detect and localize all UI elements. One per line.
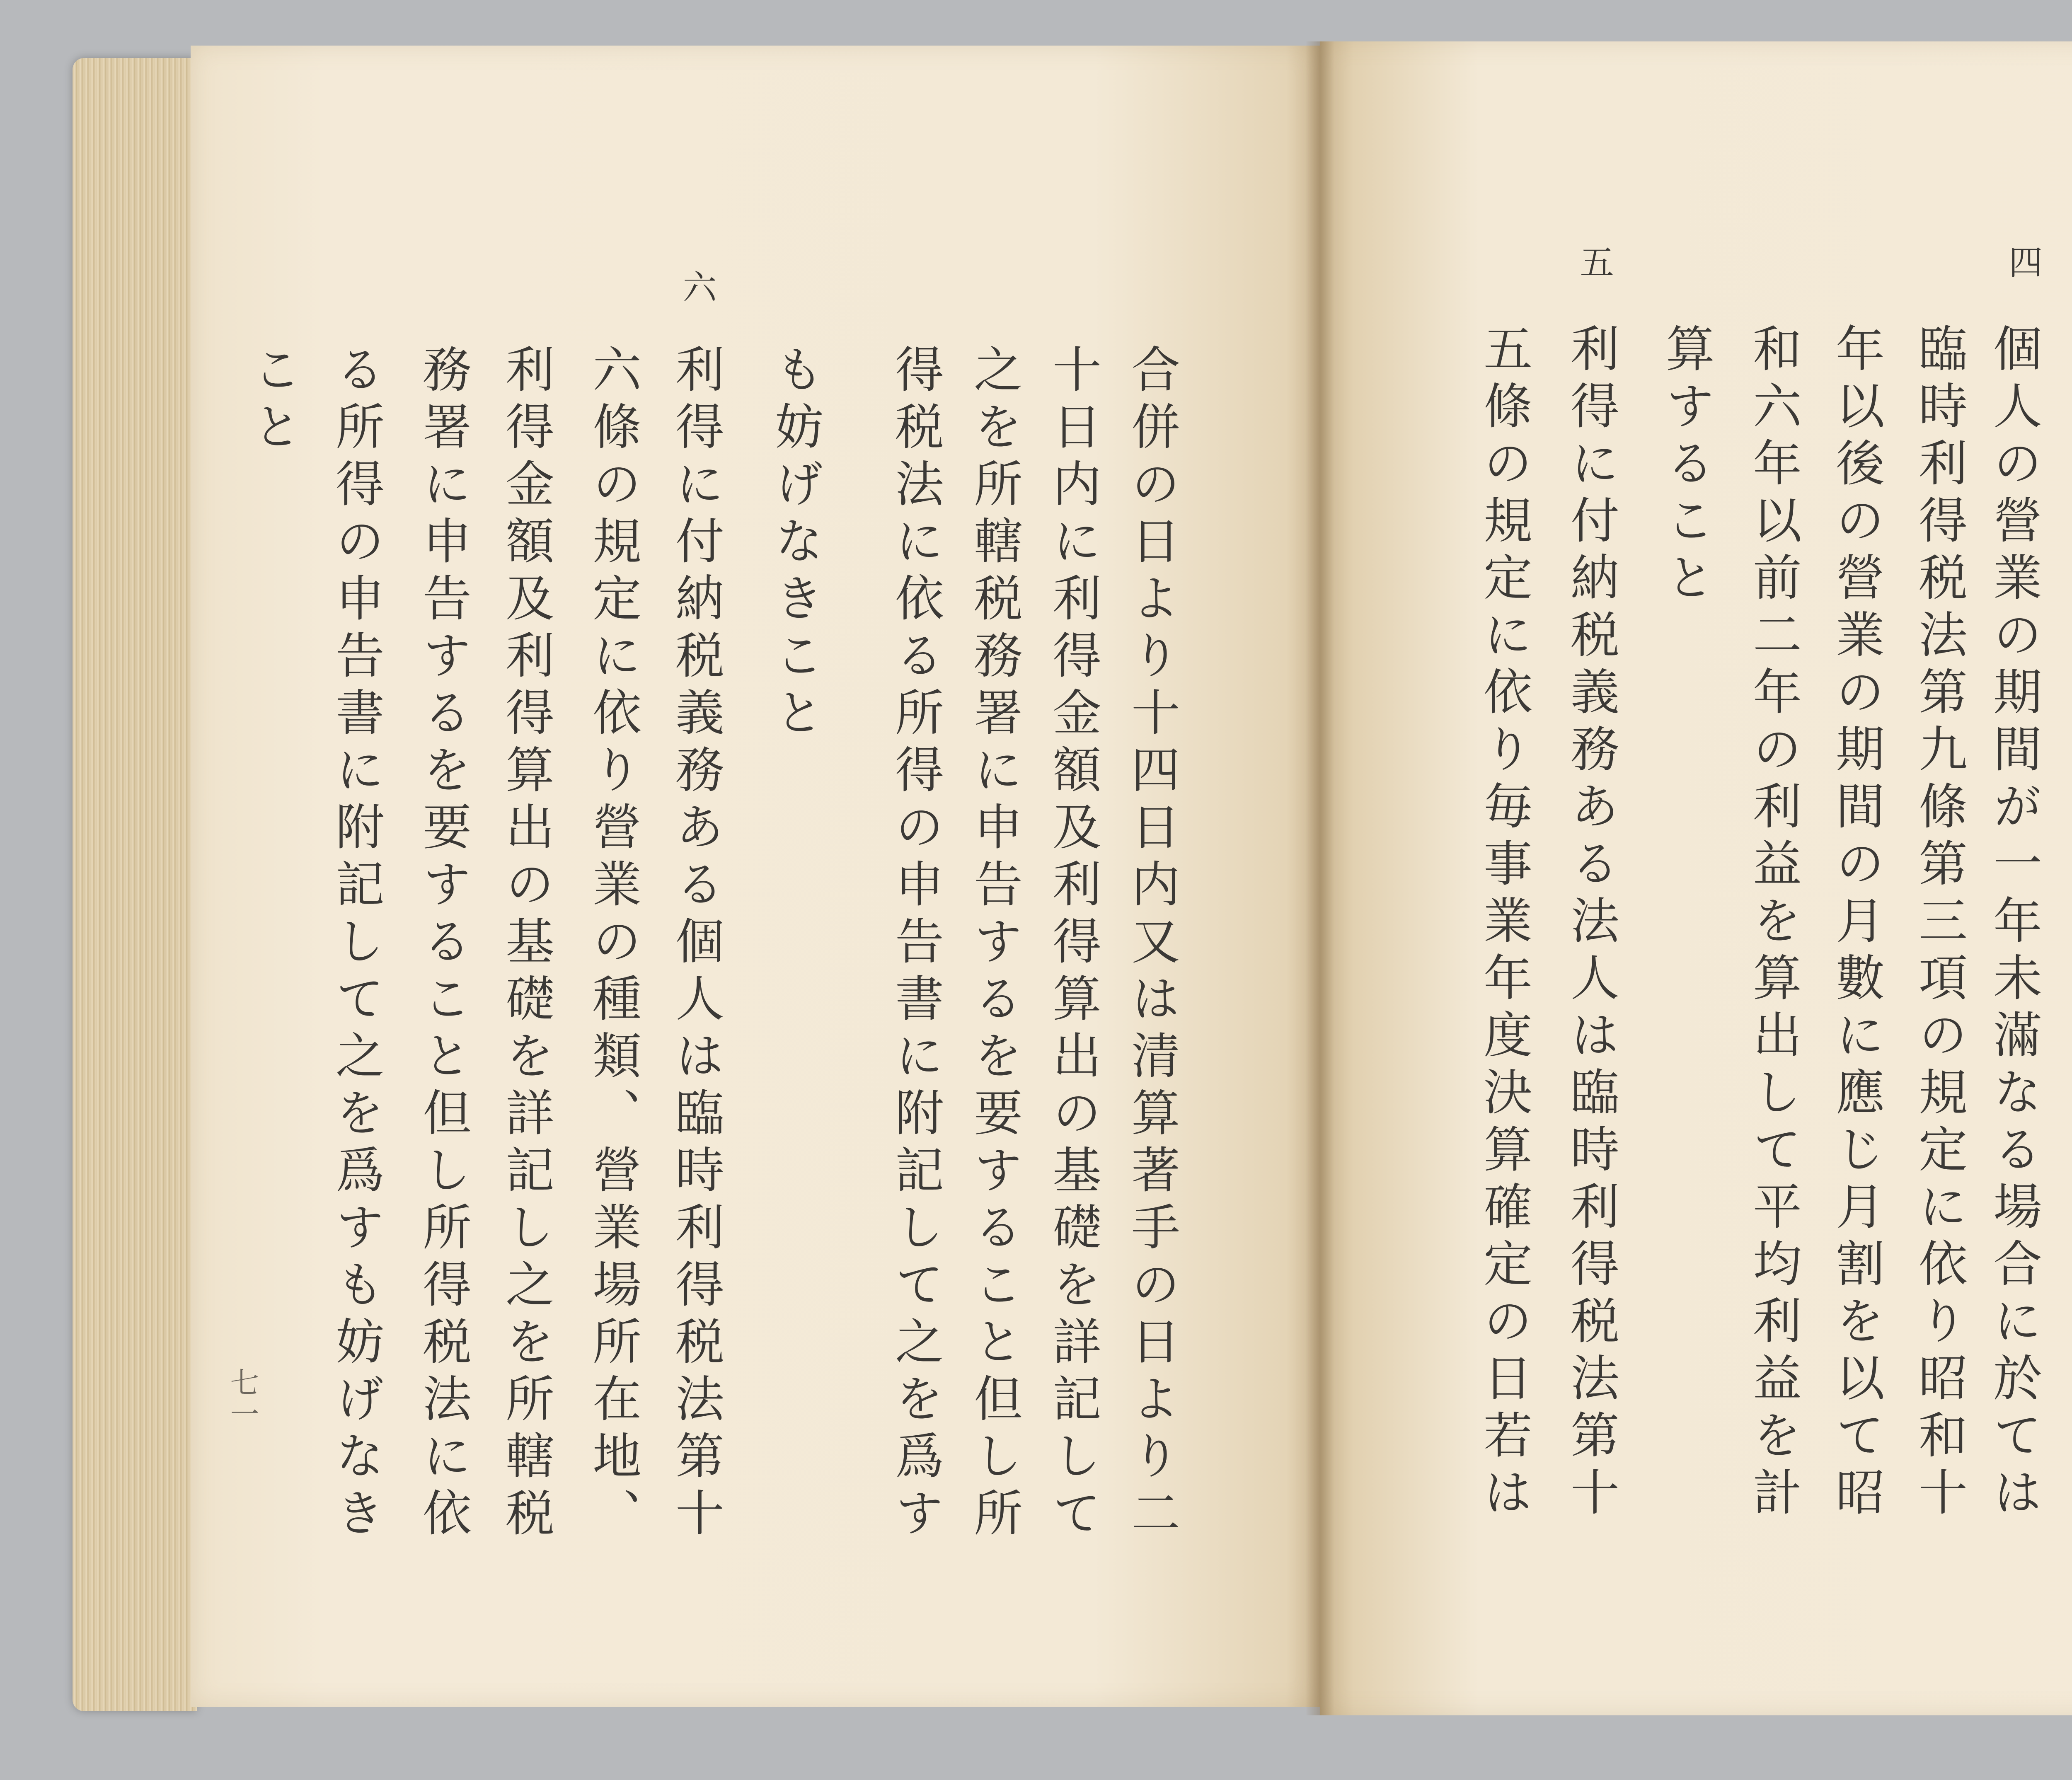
left-column-5: も妨げなきこと	[767, 344, 824, 744]
right-column-9: 算すること	[1658, 323, 1715, 609]
book-edge-left	[73, 58, 197, 1711]
right-column-8: 和六年以前二年の利益を算出して平均利益を計	[1745, 323, 1802, 1524]
left-column-11: こと	[244, 344, 302, 458]
left-column-9: 務署に申告するを要すること但し所得税法に依	[414, 344, 472, 1545]
right-column-7: 年以後の營業の期間の月數に應じ月割を以て昭	[1828, 323, 1885, 1524]
right-column-11: 五條の規定に依り毎事業年度決算確定の日若は	[1475, 323, 1532, 1524]
book-gutter	[1305, 41, 1334, 1715]
left-column-1: 合併の日より十四日内又は清算著手の日より二	[1123, 344, 1180, 1545]
left-column-8: 利得金額及利得算出の基礎を詳記し之を所轄税	[497, 344, 554, 1545]
left-column-10: る所得の申告書に附記して之を爲すも妨げなき	[327, 344, 385, 1545]
right-column-5: 個人の營業の期間が一年未滿なる場合に於ては	[1985, 323, 2042, 1524]
item-marker-four: 四	[2003, 244, 2043, 278]
left-column-3: 之を所轄税務署に申告するを要すること但し所	[966, 344, 1023, 1545]
left-column-6: 利得に付納税義務ある個人は臨時利得税法第十	[667, 344, 724, 1545]
left-column-7: 六條の規定に依り營業の種類、營業場所在地、	[584, 344, 641, 1545]
item-marker-five: 五	[1574, 244, 1614, 278]
right-column-10: 利得に付納税義務ある法人は臨時利得税法第十	[1562, 323, 1619, 1524]
left-column-2: 十日内に利得金額及利得算出の基礎を詳記して	[1044, 344, 1101, 1545]
item-marker-six: 六	[677, 269, 716, 303]
left-column-4: 得税法に依る所得の申告書に附記して之を爲す	[887, 344, 944, 1545]
page-number-left: 七一	[225, 1367, 259, 1430]
right-column-6: 臨時利得税法第九條第三項の規定に依り昭和十	[1910, 323, 1968, 1524]
